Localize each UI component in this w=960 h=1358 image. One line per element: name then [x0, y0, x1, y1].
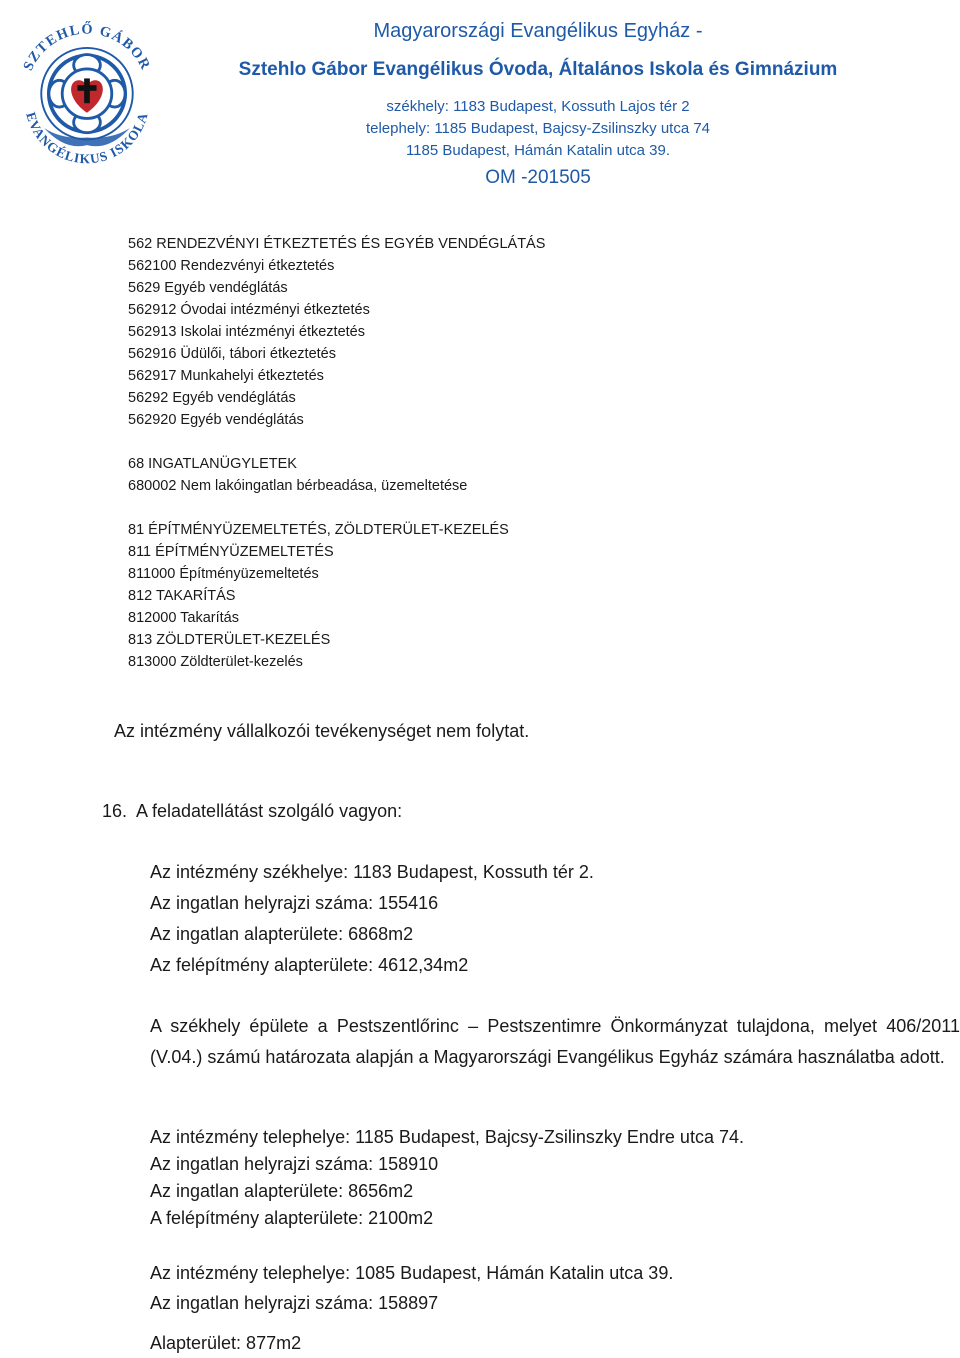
property-line: A felépítmény alapterülete: 2100m2 [150, 1208, 434, 1228]
activity-line: 562913 Iskolai intézményi étkeztetés [128, 324, 365, 340]
activity-line: 812000 Takarítás [128, 610, 239, 626]
activity-line: 562916 Üdülői, tábori étkeztetés [128, 346, 336, 362]
property-line: Az ingatlan helyrajzi száma: 158897 [150, 1293, 439, 1313]
letterhead-address: székhely: 1183 Budapest, Kossuth Lajos tér 2 [386, 98, 690, 115]
property-line: Az felépítmény alapterülete: 4612,34m2 [150, 955, 469, 975]
activity-line: 813000 Zöldterület-kezelés [128, 654, 303, 670]
business-activity-statement: Az intézmény vállalkozói tevékenységet nem folytat. [114, 721, 530, 741]
letterhead-church: Magyarországi Evangélikus Egyház - [373, 20, 703, 42]
property-site3-block [150, 1258, 673, 1318]
property-line: Az intézmény telephelye: 1085 Budapest, Hámán Katalin utca 39. [150, 1263, 674, 1283]
activity-line: 562917 Munkahelyi étkeztetés [128, 368, 324, 384]
property-line: Az ingatlan helyrajzi száma: 155416 [150, 893, 439, 913]
letterhead-address: 1185 Budapest, Hámán Katalin utca 39. [405, 142, 671, 159]
property-main-block [150, 857, 594, 981]
activity-group [128, 519, 888, 673]
property-site2-block [150, 1124, 744, 1232]
letterhead [200, 16, 876, 191]
activity-line: 811000 Építményüzemeltetés [128, 566, 319, 582]
property-line: Az ingatlan alapterülete: 8656m2 [150, 1181, 414, 1201]
property-line: Az ingatlan helyrajzi száma: 158910 [150, 1154, 439, 1174]
activity-line: 56292 Egyéb vendéglátás [128, 390, 296, 406]
activity-line: 81 ÉPÍTMÉNYÜZEMELTETÉS, ZÖLDTERÜLET-KEZELÉS [128, 522, 509, 538]
activity-group [128, 233, 888, 431]
ownership-paragraph: A székhely épülete a Pestszentlőrinc – Pestszentimre Önkormányzat tulajdona, melyet 406/2011 (V.04.) számú határozata alapján a Magyarországi Evangélikus Egyház számára használatba adott. [150, 1016, 960, 1067]
site3-area: Alapterület: 877m2 [150, 1333, 302, 1353]
property-line: Az intézmény telephelye: 1185 Budapest, Bajcsy-Zsilinszky Endre utca 74. [150, 1127, 744, 1147]
section-number: 16. [102, 801, 128, 821]
activity-line: 562 RENDEZVÉNYI ÉTKEZTETÉS ÉS EGYÉB VENDÉGLÁTÁS [128, 236, 546, 252]
activity-line: 562920 Egyéb vendéglátás [128, 412, 304, 428]
activity-line: 813 ZÖLDTERÜLET-KEZELÉS [128, 632, 331, 648]
activity-line: 562100 Rendezvényi étkeztetés [128, 258, 335, 274]
school-logo [6, 6, 168, 168]
activity-line: 68 INGATLANÜGYLETEK [128, 456, 297, 472]
letterhead-address: telephely: 1185 Budapest, Bajcsy-Zsilinszky utca 74 [365, 120, 711, 137]
logo-ring-text-bottom: EVANGÉLIKUS ISKOLA [23, 110, 151, 167]
property-line: Az ingatlan alapterülete: 6868m2 [150, 924, 414, 944]
activity-line: 812 TAKARÍTÁS [128, 588, 236, 604]
activity-code-list [128, 233, 888, 673]
section-title: A feladatellátást szolgáló vagyon: [136, 801, 403, 821]
section-heading [102, 797, 402, 825]
logo-ring-text-top: SZTEHLŐ GÁBOR [20, 21, 154, 74]
letterhead-om-number: OM -201505 [485, 167, 591, 188]
activity-line: 562912 Óvodai intézményi étkeztetés [128, 302, 370, 318]
activity-line: 811 ÉPÍTMÉNYÜZEMELTETÉS [128, 544, 334, 560]
activity-line: 680002 Nem lakóingatlan bérbeadása, üzemeltetése [128, 478, 468, 494]
letterhead-institution: Sztehlo Gábor Evangélikus Óvoda, Általános Iskola és Gimnázium [238, 59, 838, 80]
activity-line: 5629 Egyéb vendéglátás [128, 280, 288, 296]
activity-group [128, 453, 888, 497]
property-line: Az intézmény székhelye: 1183 Budapest, Kossuth tér 2. [150, 862, 594, 882]
